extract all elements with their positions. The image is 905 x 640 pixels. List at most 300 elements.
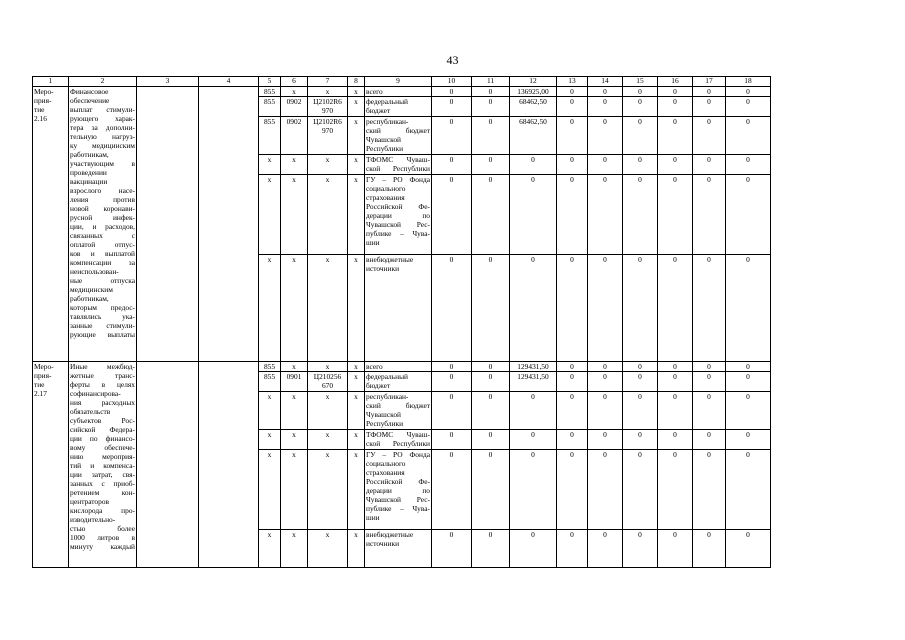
grbs-cell: x bbox=[259, 255, 281, 362]
target-article-cell bbox=[308, 255, 348, 362]
header-cell-12: 12 bbox=[510, 77, 557, 87]
value-cell-year-4: 0 bbox=[557, 392, 588, 430]
text-line: социального bbox=[366, 184, 406, 193]
value-cell-year-6: 0 bbox=[623, 87, 658, 97]
section-code-cell: x bbox=[281, 87, 308, 97]
funding-source-cell bbox=[365, 155, 432, 175]
value-cell-year-7: 0 bbox=[658, 430, 693, 450]
text-line: рующего харак- bbox=[70, 114, 135, 123]
value-cell-year-5: 0 bbox=[588, 362, 623, 372]
target-article-cell bbox=[308, 117, 348, 155]
text-line: дерации по bbox=[366, 211, 430, 220]
section-code-cell: x bbox=[281, 255, 308, 362]
text-line: проведении bbox=[70, 168, 107, 177]
text-line: неиспользован- bbox=[70, 267, 119, 276]
value-cell-year-6: 0 bbox=[623, 450, 658, 530]
text-line: дерации по bbox=[366, 486, 430, 495]
text-line: ции затрат, свя- bbox=[70, 470, 135, 479]
value-cell-year-5: 0 bbox=[588, 97, 623, 117]
value-cell-year-8: 0 bbox=[693, 117, 726, 155]
header-cell-16: 16 bbox=[658, 77, 693, 87]
value-cell-year-7: 0 bbox=[658, 450, 693, 530]
header-cell-14: 14 bbox=[588, 77, 623, 87]
text-line: ния расходных bbox=[70, 398, 135, 407]
value-cell-year-8: 0 bbox=[693, 155, 726, 175]
text-line: Республики bbox=[366, 144, 404, 153]
measure-description-cell bbox=[69, 87, 137, 362]
value-cell-year-8: 0 bbox=[693, 97, 726, 117]
value-cell-year-7: 0 bbox=[658, 362, 693, 372]
expense-type-cell: x bbox=[348, 117, 365, 155]
expense-type-cell: x bbox=[348, 97, 365, 117]
funding-source-cell bbox=[365, 87, 432, 97]
text-line: обязательств bbox=[70, 407, 111, 416]
measure-id-cell bbox=[33, 362, 69, 568]
text-line: оплатой отпус- bbox=[70, 240, 135, 249]
text-line: тавлялись ука- bbox=[70, 312, 135, 321]
text-line: стью более bbox=[70, 524, 135, 533]
value-cell-year-6: 0 bbox=[623, 372, 658, 392]
text-line: занных с приоб- bbox=[70, 479, 135, 488]
text-line: Меро- bbox=[34, 362, 54, 371]
header-cell-1: 1 bbox=[33, 77, 69, 87]
value-cell-year-6: 0 bbox=[623, 175, 658, 255]
value-cell-year-1: 0 bbox=[432, 372, 472, 392]
value-cell-year-3: 0 bbox=[510, 155, 557, 175]
value-cell-year-7: 0 bbox=[658, 530, 693, 568]
value-cell-year-1: 0 bbox=[432, 392, 472, 430]
text-line: взрослого насе- bbox=[70, 186, 135, 195]
text-line: x bbox=[325, 362, 330, 371]
text-line: ГУ – РО Фонда bbox=[366, 175, 430, 184]
header-cell-15: 15 bbox=[623, 77, 658, 87]
value-cell-year-7: 0 bbox=[658, 155, 693, 175]
funding-source-cell bbox=[365, 255, 432, 362]
measure-description-cell bbox=[69, 362, 137, 568]
value-cell-year-3: 0 bbox=[510, 392, 557, 430]
value-cell-year-5: 0 bbox=[588, 117, 623, 155]
empty-cell-col4 bbox=[199, 87, 259, 362]
grbs-cell: x bbox=[259, 530, 281, 568]
value-cell-year-5: 0 bbox=[588, 430, 623, 450]
value-cell-year-4: 0 bbox=[557, 362, 588, 372]
grbs-cell: x bbox=[259, 430, 281, 450]
value-cell-year-1: 0 bbox=[432, 530, 472, 568]
value-cell-year-2: 0 bbox=[472, 392, 510, 430]
value-cell-year-5: 0 bbox=[588, 175, 623, 255]
text-line: республикан- bbox=[366, 392, 409, 401]
text-line: обеспечение bbox=[70, 96, 110, 105]
grbs-cell: x bbox=[259, 175, 281, 255]
text-line: компенсации за bbox=[70, 258, 135, 267]
expense-type-cell: x bbox=[348, 450, 365, 530]
expense-type-cell: x bbox=[348, 392, 365, 430]
value-cell-year-6: 0 bbox=[623, 430, 658, 450]
text-line: тие bbox=[34, 380, 45, 389]
value-cell-year-9: 0 bbox=[726, 87, 771, 97]
text-line: Чувашской Рес- bbox=[366, 220, 430, 229]
section-code-cell: x bbox=[281, 362, 308, 372]
text-line: ку медицинским bbox=[70, 141, 135, 150]
text-line: занные стимули- bbox=[70, 321, 135, 330]
funding-source-cell bbox=[365, 175, 432, 255]
text-line: 970 bbox=[321, 126, 334, 135]
value-cell-year-1: 0 bbox=[432, 97, 472, 117]
text-line: рующие выплаты bbox=[70, 330, 135, 339]
text-line: вакцинации bbox=[70, 177, 108, 186]
text-line: источники bbox=[366, 264, 400, 273]
grbs-cell: 855 bbox=[259, 362, 281, 372]
value-cell-year-2: 0 bbox=[472, 372, 510, 392]
value-cell-year-8: 0 bbox=[693, 87, 726, 97]
text-line: Российской Фе- bbox=[366, 202, 430, 211]
funding-source-cell bbox=[365, 530, 432, 568]
empty-cell-col4 bbox=[199, 362, 259, 568]
text-line: ской Республики bbox=[366, 439, 430, 448]
funding-source-cell bbox=[365, 362, 432, 372]
target-article-cell bbox=[308, 430, 348, 450]
value-cell-year-2: 0 bbox=[472, 117, 510, 155]
target-article-cell bbox=[308, 362, 348, 372]
text-line: минуту каждый bbox=[70, 542, 135, 551]
grbs-cell: 855 bbox=[259, 117, 281, 155]
value-cell-year-3: 68462,50 bbox=[510, 117, 557, 155]
header-cell-18: 18 bbox=[726, 77, 771, 87]
value-cell-year-2: 0 bbox=[472, 362, 510, 372]
section-code-cell: x bbox=[281, 430, 308, 450]
funding-source-cell bbox=[365, 117, 432, 155]
text-line: которым предос- bbox=[70, 303, 135, 312]
value-cell-year-4: 0 bbox=[557, 87, 588, 97]
text-line: публике – Чува- bbox=[366, 504, 430, 513]
header-cell-8: 8 bbox=[348, 77, 365, 87]
text-line: шии bbox=[366, 238, 380, 247]
header-cell-6: 6 bbox=[281, 77, 308, 87]
value-cell-year-9: 0 bbox=[726, 392, 771, 430]
text-line: ления против bbox=[70, 195, 135, 204]
section-code-cell: x bbox=[281, 392, 308, 430]
value-cell-year-9: 0 bbox=[726, 530, 771, 568]
text-line: Ц210256 bbox=[313, 372, 342, 381]
value-cell-year-9: 0 bbox=[726, 97, 771, 117]
text-line: участвующим в bbox=[70, 159, 135, 168]
value-cell-year-9: 0 bbox=[726, 255, 771, 362]
text-line: ции, и расходов, bbox=[70, 222, 135, 231]
value-cell-year-5: 0 bbox=[588, 392, 623, 430]
text-line: всего bbox=[366, 87, 383, 96]
value-cell-year-4: 0 bbox=[557, 372, 588, 392]
text-line: ков и выплатой bbox=[70, 249, 135, 258]
text-line: социального bbox=[366, 459, 406, 468]
value-cell-year-2: 0 bbox=[472, 450, 510, 530]
value-cell-year-5: 0 bbox=[588, 530, 623, 568]
text-line: Ц2102R6 bbox=[313, 117, 342, 126]
value-cell-year-2: 0 bbox=[472, 255, 510, 362]
target-article-cell bbox=[308, 155, 348, 175]
budget-table bbox=[32, 76, 771, 568]
text-line: русной инфек- bbox=[70, 213, 135, 222]
empty-cell-col3 bbox=[137, 362, 199, 568]
grbs-cell: 855 bbox=[259, 372, 281, 392]
value-cell-year-7: 0 bbox=[658, 372, 693, 392]
text-line: 2.16 bbox=[34, 114, 47, 123]
empty-cell-col3 bbox=[137, 87, 199, 362]
text-line: внебюджетные bbox=[366, 255, 414, 264]
value-cell-year-4: 0 bbox=[557, 175, 588, 255]
section-code-cell: 0901 bbox=[281, 372, 308, 392]
text-line: ский бюджет bbox=[366, 401, 430, 410]
text-line: источники bbox=[366, 539, 400, 548]
text-line: тера за дополни- bbox=[70, 123, 135, 132]
text-line: x bbox=[325, 255, 330, 264]
text-line: работникам, bbox=[70, 150, 109, 159]
value-cell-year-4: 0 bbox=[557, 255, 588, 362]
text-line: тий и компенса- bbox=[70, 461, 135, 470]
text-line: сийской Федера- bbox=[70, 425, 135, 434]
value-cell-year-8: 0 bbox=[693, 372, 726, 392]
target-article-cell bbox=[308, 87, 348, 97]
funding-source-cell bbox=[365, 97, 432, 117]
value-cell-year-2: 0 bbox=[472, 430, 510, 450]
funding-source-cell bbox=[365, 372, 432, 392]
funding-source-cell bbox=[365, 450, 432, 530]
text-line: страхования bbox=[366, 193, 405, 202]
expense-type-cell: x bbox=[348, 530, 365, 568]
text-line: страхования bbox=[366, 468, 405, 477]
value-cell-year-5: 0 bbox=[588, 450, 623, 530]
text-line: тие bbox=[34, 105, 45, 114]
header-cell-11: 11 bbox=[472, 77, 510, 87]
value-cell-year-3: 0 bbox=[510, 175, 557, 255]
header-cell-13: 13 bbox=[557, 77, 588, 87]
value-cell-year-4: 0 bbox=[557, 117, 588, 155]
table-row bbox=[33, 362, 771, 372]
text-line: публике – Чува- bbox=[366, 229, 430, 238]
value-cell-year-6: 0 bbox=[623, 530, 658, 568]
value-cell-year-9: 0 bbox=[726, 430, 771, 450]
text-line: Чувашской Рес- bbox=[366, 495, 430, 504]
header-cell-2: 2 bbox=[69, 77, 137, 87]
value-cell-year-6: 0 bbox=[623, 97, 658, 117]
value-cell-year-6: 0 bbox=[623, 255, 658, 362]
text-line: x bbox=[325, 87, 330, 96]
value-cell-year-2: 0 bbox=[472, 155, 510, 175]
text-line: связанных с bbox=[70, 231, 135, 240]
value-cell-year-1: 0 bbox=[432, 155, 472, 175]
value-cell-year-9: 0 bbox=[726, 372, 771, 392]
section-code-cell: x bbox=[281, 155, 308, 175]
text-line: x bbox=[325, 430, 330, 439]
value-cell-year-1: 0 bbox=[432, 255, 472, 362]
value-cell-year-8: 0 bbox=[693, 530, 726, 568]
text-line: федеральный bbox=[366, 97, 408, 106]
header-cell-3: 3 bbox=[137, 77, 199, 87]
value-cell-year-3: 136925,00 bbox=[510, 87, 557, 97]
value-cell-year-2: 0 bbox=[472, 97, 510, 117]
value-cell-year-5: 0 bbox=[588, 372, 623, 392]
value-cell-year-1: 0 bbox=[432, 362, 472, 372]
header-cell-5: 5 bbox=[259, 77, 281, 87]
value-cell-year-1: 0 bbox=[432, 87, 472, 97]
text-line: ТФОМС Чуваш- bbox=[366, 155, 430, 164]
section-code-cell: x bbox=[281, 175, 308, 255]
text-line: x bbox=[325, 155, 330, 164]
grbs-cell: x bbox=[259, 450, 281, 530]
expense-type-cell: x bbox=[348, 175, 365, 255]
text-line: 2.17 bbox=[34, 389, 47, 398]
value-cell-year-4: 0 bbox=[557, 155, 588, 175]
target-article-cell bbox=[308, 530, 348, 568]
value-cell-year-4: 0 bbox=[557, 530, 588, 568]
text-line: ретением кон- bbox=[70, 488, 135, 497]
text-line: прия- bbox=[34, 371, 52, 380]
text-line: ферты в целях bbox=[70, 380, 135, 389]
value-cell-year-6: 0 bbox=[623, 392, 658, 430]
text-line: прия- bbox=[34, 96, 52, 105]
target-article-cell bbox=[308, 97, 348, 117]
text-line: Меро- bbox=[34, 87, 54, 96]
text-line: Республики bbox=[366, 419, 404, 428]
target-article-cell bbox=[308, 450, 348, 530]
value-cell-year-9: 0 bbox=[726, 175, 771, 255]
value-cell-year-3: 129431,50 bbox=[510, 362, 557, 372]
value-cell-year-2: 0 bbox=[472, 530, 510, 568]
value-cell-year-4: 0 bbox=[557, 450, 588, 530]
text-line: Ц2102R6 bbox=[313, 97, 342, 106]
value-cell-year-1: 0 bbox=[432, 175, 472, 255]
value-cell-year-8: 0 bbox=[693, 362, 726, 372]
text-line: Финансовое bbox=[70, 87, 109, 96]
text-line: нию мероприя- bbox=[70, 452, 135, 461]
header-cell-4: 4 bbox=[199, 77, 259, 87]
value-cell-year-2: 0 bbox=[472, 175, 510, 255]
text-line: центраторов bbox=[70, 497, 110, 506]
text-line: Чувашской bbox=[366, 135, 402, 144]
text-line: тельную нагруз- bbox=[70, 132, 135, 141]
text-line: субъектов Рос- bbox=[70, 416, 135, 425]
value-cell-year-3: 129431,50 bbox=[510, 372, 557, 392]
expense-type-cell: x bbox=[348, 430, 365, 450]
text-line: кислорода про- bbox=[70, 506, 135, 515]
value-cell-year-1: 0 bbox=[432, 450, 472, 530]
value-cell-year-1: 0 bbox=[432, 430, 472, 450]
text-line: софинансирова- bbox=[70, 389, 121, 398]
value-cell-year-7: 0 bbox=[658, 97, 693, 117]
measure-id-cell bbox=[33, 87, 69, 362]
header-cell-7: 7 bbox=[308, 77, 348, 87]
value-cell-year-5: 0 bbox=[588, 87, 623, 97]
grbs-cell: 855 bbox=[259, 97, 281, 117]
expense-type-cell: x bbox=[348, 155, 365, 175]
section-code-cell: x bbox=[281, 450, 308, 530]
grbs-cell: 855 bbox=[259, 87, 281, 97]
value-cell-year-3: 0 bbox=[510, 530, 557, 568]
value-cell-year-3: 0 bbox=[510, 450, 557, 530]
value-cell-year-3: 0 bbox=[510, 255, 557, 362]
text-line: работникам, bbox=[70, 294, 109, 303]
grbs-cell: x bbox=[259, 392, 281, 430]
value-cell-year-1: 0 bbox=[432, 117, 472, 155]
target-article-cell bbox=[308, 392, 348, 430]
text-line: бюджет bbox=[366, 106, 391, 115]
text-line: Иные межбюд- bbox=[70, 362, 135, 371]
value-cell-year-6: 0 bbox=[623, 362, 658, 372]
header-cell-9: 9 bbox=[365, 77, 432, 87]
value-cell-year-9: 0 bbox=[726, 450, 771, 530]
expense-type-cell: x bbox=[348, 255, 365, 362]
value-cell-year-8: 0 bbox=[693, 430, 726, 450]
section-code-cell: x bbox=[281, 530, 308, 568]
expense-type-cell: x bbox=[348, 362, 365, 372]
text-line: республикан- bbox=[366, 117, 409, 126]
text-line: 970 bbox=[321, 106, 334, 115]
text-line: ский бюджет bbox=[366, 126, 430, 135]
text-line: ции по финансо- bbox=[70, 434, 135, 443]
value-cell-year-5: 0 bbox=[588, 255, 623, 362]
value-cell-year-3: 0 bbox=[510, 430, 557, 450]
value-cell-year-6: 0 bbox=[623, 155, 658, 175]
text-line: новой коронави- bbox=[70, 204, 135, 213]
value-cell-year-2: 0 bbox=[472, 87, 510, 97]
value-cell-year-8: 0 bbox=[693, 392, 726, 430]
text-line: ГУ – РО Фонда bbox=[366, 450, 430, 459]
text-line: выплат стимули- bbox=[70, 105, 135, 114]
text-line: медицинским bbox=[70, 285, 113, 294]
header-cell-10: 10 bbox=[432, 77, 472, 87]
target-article-cell bbox=[308, 175, 348, 255]
value-cell-year-6: 0 bbox=[623, 117, 658, 155]
text-line: x bbox=[325, 392, 330, 401]
expense-type-cell: x bbox=[348, 372, 365, 392]
text-line: Российской Фе- bbox=[366, 477, 430, 486]
header-row bbox=[33, 77, 771, 87]
value-cell-year-9: 0 bbox=[726, 155, 771, 175]
text-line: изводительно- bbox=[70, 515, 116, 524]
text-line: ской Республики bbox=[366, 164, 430, 173]
text-line: федеральный bbox=[366, 372, 408, 381]
text-line: x bbox=[325, 530, 330, 539]
text-line: всего bbox=[366, 362, 383, 371]
text-line: x bbox=[325, 450, 330, 459]
value-cell-year-4: 0 bbox=[557, 430, 588, 450]
value-cell-year-4: 0 bbox=[557, 97, 588, 117]
value-cell-year-7: 0 bbox=[658, 117, 693, 155]
value-cell-year-3: 68462,50 bbox=[510, 97, 557, 117]
value-cell-year-5: 0 bbox=[588, 155, 623, 175]
text-line: жетные транс- bbox=[70, 371, 135, 380]
text-line: x bbox=[325, 175, 330, 184]
value-cell-year-8: 0 bbox=[693, 255, 726, 362]
value-cell-year-7: 0 bbox=[658, 255, 693, 362]
value-cell-year-7: 0 bbox=[658, 87, 693, 97]
target-article-cell bbox=[308, 372, 348, 392]
expense-type-cell: x bbox=[348, 87, 365, 97]
value-cell-year-9: 0 bbox=[726, 362, 771, 372]
table-row bbox=[33, 87, 771, 97]
section-code-cell: 0902 bbox=[281, 117, 308, 155]
text-line: шии bbox=[366, 513, 380, 522]
text-line: бюджет bbox=[366, 381, 391, 390]
text-line: вому обеспече- bbox=[70, 443, 135, 452]
text-line: 670 bbox=[321, 381, 334, 390]
header-cell-17: 17 bbox=[693, 77, 726, 87]
funding-source-cell bbox=[365, 392, 432, 430]
text-line: 1000 литров в bbox=[70, 533, 135, 542]
page-number: 43 bbox=[446, 53, 459, 67]
funding-source-cell bbox=[365, 430, 432, 450]
text-line: Чувашской bbox=[366, 410, 402, 419]
value-cell-year-7: 0 bbox=[658, 392, 693, 430]
